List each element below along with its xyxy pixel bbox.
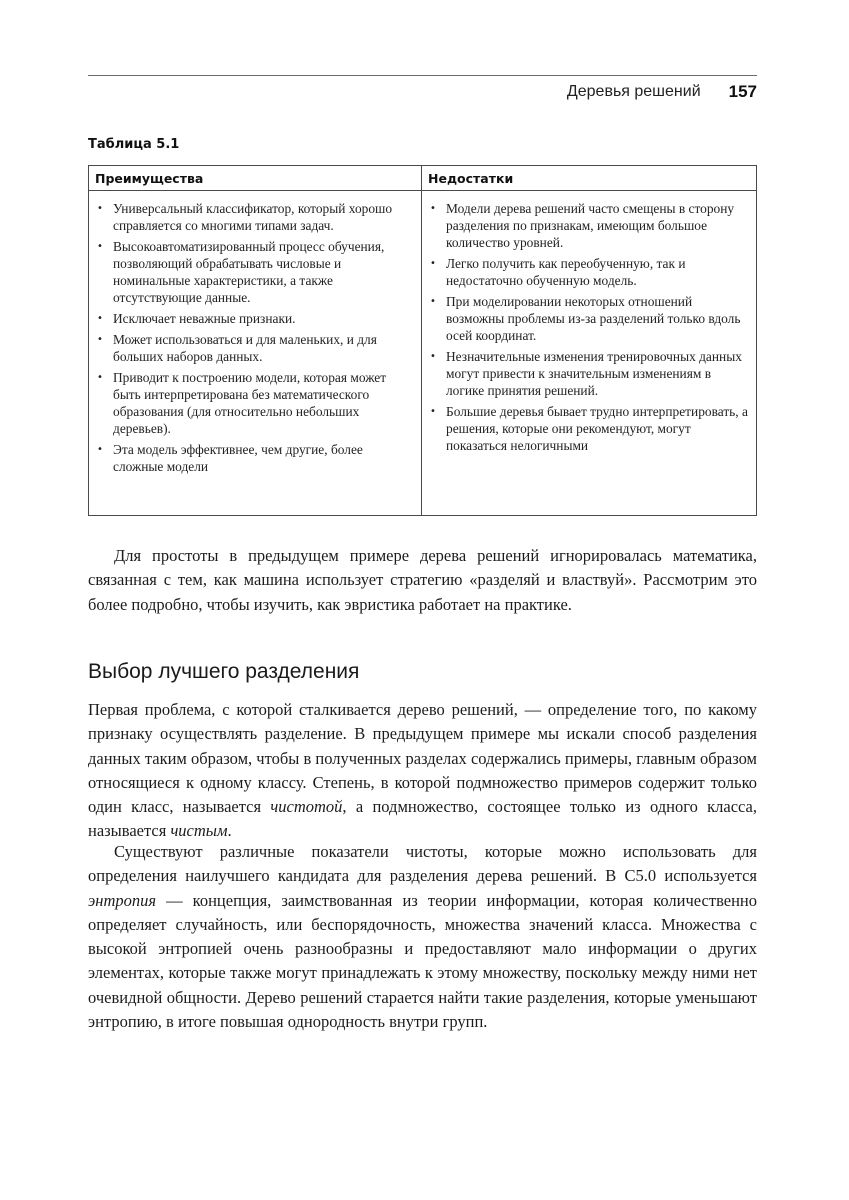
bullet-icon: •: [97, 241, 103, 252]
advantages-list: [93, 200, 415, 475]
bullet-icon: •: [97, 203, 103, 214]
bullet-icon: •: [430, 258, 436, 269]
list-item: [426, 293, 750, 344]
header-rule: [88, 75, 757, 76]
disadvantages-list: [426, 200, 750, 454]
table-header-row: [89, 166, 756, 191]
advantage-text: Исключает неважные признаки.: [113, 311, 296, 326]
advantages-cell: [89, 191, 422, 516]
disadvantage-text: Легко получить как переобученную, так и недостаточно обученную модель.: [446, 256, 686, 288]
bullet-icon: •: [430, 296, 436, 307]
term-pure: чистым: [170, 821, 228, 841]
term-entropy: энтропия: [88, 890, 157, 910]
bullet-icon: •: [97, 444, 103, 455]
entropy-paragraph: [88, 840, 757, 1034]
bullet-icon: •: [97, 313, 103, 324]
term-purity: чистотой: [270, 797, 343, 817]
running-header: [88, 80, 757, 104]
advantage-text: Универсальный классификатор, который хорошо справляется со многими типами задач.: [113, 201, 393, 233]
bullet-icon: •: [430, 203, 436, 214]
table-caption: Таблица 5.1: [88, 137, 180, 152]
list-item: [93, 369, 415, 437]
chapter-title: Деревья решений: [566, 83, 701, 100]
list-item: [426, 255, 750, 289]
advantages-header: Преимущества: [89, 166, 422, 190]
advantage-text: Эта модель эффективнее, чем другие, более сложные модели: [113, 442, 363, 474]
disadvantage-text: При моделировании некоторых отношений возможны проблемы из-за разделений только вдоль осей координат.: [446, 294, 741, 343]
advantage-text: Высокоавтоматизированный процесс обучения, позволяющий обрабатывать числовые и номинальные характеристики, а также отсутствующие данные.: [113, 239, 385, 305]
paragraph-text: Первая проблема, с которой сталкивается дерево решений, — определение того, по какому признаку осуществлять разделение. В предыдущем примере мы искали способ разделения данных таким образом, чтобы в полученных разделах содержались примеры, главным образом относящиеся к одному классу. Степень, в которой подмножество примеров содержит только один класс, называется: [88, 700, 757, 817]
list-item: [426, 200, 750, 251]
list-item: [93, 310, 415, 327]
paragraph-text: Существуют различные показатели чистоты, которые можно использовать для определения наилучшего кандидата для разделения дерева решений. В C5.0 используется: [88, 842, 757, 886]
bullet-icon: •: [97, 334, 103, 345]
bullet-icon: •: [97, 372, 103, 383]
paragraph-text: .: [227, 821, 232, 841]
advantage-text: Может использоваться и для маленьких, и для больших наборов данных.: [113, 332, 377, 364]
list-item: [93, 331, 415, 365]
disadvantage-text: Модели дерева решений часто смещены в сторону разделения по признакам, имеющим большое количество уровней.: [446, 201, 735, 250]
paragraph-text: , а подмножество, состоящее только из одного класса, называется: [88, 797, 758, 841]
disadvantages-header: Недостатки: [428, 170, 514, 186]
bullet-icon: •: [430, 406, 436, 417]
disadvantage-text: Незначительные изменения тренировочных данных могут привести к значительным изменениям в логике принятия решений.: [446, 349, 742, 398]
disadvantages-cell: [422, 191, 756, 516]
purity-paragraph: [88, 698, 757, 844]
intro-paragraph: Для простоты в предыдущем примере дерева решений игнорировалась математика, связанная с тем, как машина использует стратегию «разделяй и властвуй». Рассмотрим это более подробно, чтобы изучить, как эвристика работает на практике.: [88, 546, 757, 614]
pros-cons-table: [88, 165, 757, 516]
bullet-icon: •: [430, 351, 436, 362]
list-item: [426, 348, 750, 399]
advantage-text: Приводит к построению модели, которая может быть интерпретирована без математического образования (для относительно небольших деревьев).: [113, 370, 387, 436]
disadvantage-text: Большие деревья бывает трудно интерпретировать, а решения, которые они рекомендуют, могут показаться нелогичными: [446, 404, 748, 453]
list-item: [93, 238, 415, 306]
section-title: Выбор лучшего разделения: [88, 660, 360, 683]
list-item: [93, 200, 415, 234]
paragraph-text: — концепция, заимствованная из теории информации, которая количественно определяет случайность, или беспорядочность, множества значений класса. Множества с высокой энтропией очень разнообразны и предоставляют мало информации о других элементах, которые также могут принадлежать к этому множеству, поскольку между ними нет очевидной общности. Дерево решений старается найти такие разделения, которые уменьшают энтропию, в итоге повышая однородность внутри групп.: [88, 890, 757, 1032]
page-number: 157: [728, 82, 757, 101]
table-body-row: [89, 191, 756, 516]
list-item: [93, 441, 415, 475]
list-item: [426, 403, 750, 454]
